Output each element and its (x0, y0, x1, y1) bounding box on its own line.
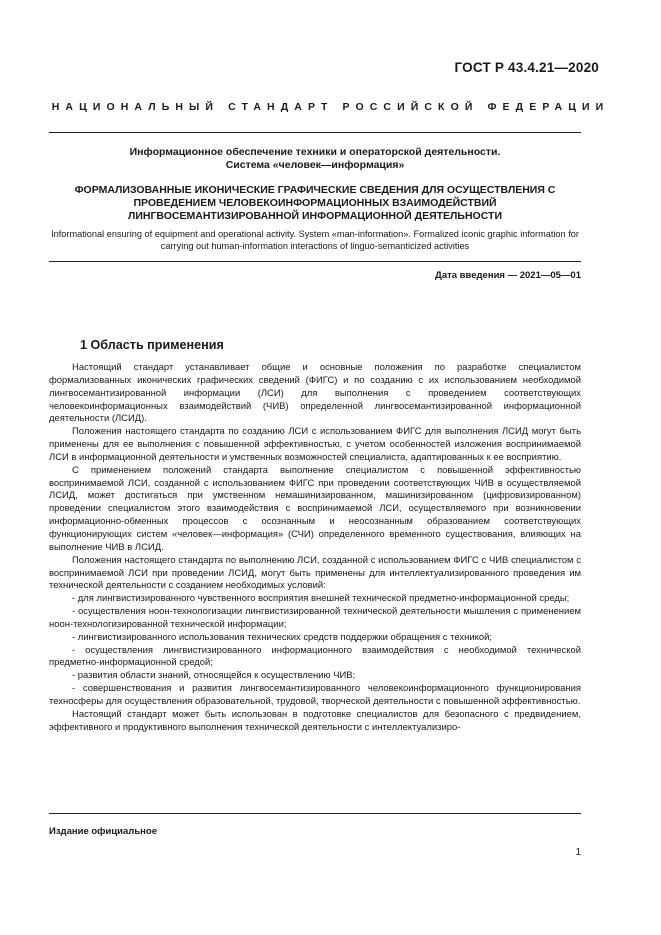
paragraph: Настоящий стандарт устанавливает общие и основные положения по разработке специалистом формализованных иконических графических сведений (ФИГС) и по созданию с их использованием необходимой лингвосемантизированной информации (ЛСИ) для выполнения с проведением соответствующих человекоинформационных взаимодействий (ЧИВ) определенной лингвосемантизированной информационной деятельности (ЛСИД). (49, 362, 581, 425)
list-item: - лингвистизированного использования технических средств поддержки обращения с техникой; (72, 631, 492, 643)
paragraph: Положения настоящего стандарта по выполнению ЛСИ, созданной с использованием ФИГС с ЧИВ специалистом с воспринимаемой ЛСИ при проведении ЛСИД, могут быть применены для интеллектуализированного проведения им технической деятельности с созданием необходимых условий: (49, 554, 581, 592)
paragraph: С применением положений стандарта выполнение специалистом с повышенной эффективностью воспринимаемой ЛСИ, созданной с использованием ФИГС при проведении соответствующих ЧИВ в осуществляемой ЛСИД, может достигаться при умственном немашинизированном, машинизированном (цифровизированном) проведении специалистом этого взаимодействия с воспринимаемой ЛСИ, осуществляемого при возникновении информационно-обменных процессов с осознанным и неосознанным образованием соответствующих функционирующих систем «человек—информация» (СЧИ) определенного временного существования, влияющих на выполнение ЧИВ в ЛСИД. (49, 464, 581, 553)
title-english: Informational ensuring of equipment and operational activity. System «man-information». Formalized iconic graphic information for carrying out human-information interactions of linguo-semanticized activities (51, 229, 579, 251)
title-divider (49, 261, 581, 262)
subtitle-line-1: Информационное обеспечение техники и операторской деятельности. (129, 146, 501, 158)
list-item: - осуществления ноон-технологизации лингвистизированной технической деятельности мышления с применением ноон-технологизированной технической информации; (49, 606, 581, 630)
list-item: - для лингвистизированного чувственного восприятия внешней технической предметно-информационной среды; (72, 593, 570, 605)
footer-divider (49, 813, 581, 814)
subtitle-line-2: Система «человек—информация» (225, 159, 405, 171)
top-divider (49, 132, 581, 133)
page-number: 1 (575, 847, 581, 858)
standard-number: ГОСТ Р 43.4.21—2020 (454, 60, 599, 75)
national-standard-heading: НАЦИОНАЛЬНЫЙ СТАНДАРТ РОССИЙСКОЙ ФЕДЕРАЦИИ (51, 101, 610, 113)
list-item: - развития области знаний, относящейся к осуществлению ЧИВ; (72, 670, 356, 682)
subtitle-block (49, 146, 581, 172)
closing-paragraph: Настоящий стандарт может быть использован в подготовке специалистов для безопасного с предвидением, эффективного и продуктивного выполнения технической деятельности с интеллектуализиро- (49, 708, 581, 733)
list-item: - совершенствования и развития лингвосемантизированного человекоинформационного функционирования техносферы для осуществления образовательной, трудовой, творческой деятельности с повышенной эффективностью. (49, 683, 581, 707)
list-item: - осуществления лингвистизированного информационного взаимодействия с необходимой технической предметно-информационной средой; (49, 644, 581, 669)
section-body (49, 362, 581, 734)
section-heading: 1 Область применения (80, 338, 224, 352)
edition-label: Издание официальное (49, 826, 157, 837)
paragraph: Положения настоящего стандарта по созданию ЛСИ с использованием ФИГС для выполнения ЛСИД могут быть применены для ее выполнения с повышенной эффективностью, с учетом особенностей изложения воспринимаемой ЛСИ в информационной деятельности и умственных возможностей специалиста, адаптированных к ее восприятию. (49, 426, 581, 463)
introduction-date: Дата введения — 2021—05—01 (435, 270, 581, 281)
title-russian: ФОРМАЛИЗОВАННЫЕ ИКОНИЧЕСКИЕ ГРАФИЧЕСКИЕ СВЕДЕНИЯ ДЛЯ ОСУЩЕСТВЛЕНИЯ С ПРОВЕДЕНИЕМ ЧЕЛОВЕКОИНФОРМАЦИОННЫХ ВЗАИМОДЕЙСТВИЙ ЛИНГВОСЕМАНТИЗИРОВАННОЙ ИНФОРМАЦИОННОЙ ДЕЯТЕЛЬНОСТИ (74, 184, 556, 222)
